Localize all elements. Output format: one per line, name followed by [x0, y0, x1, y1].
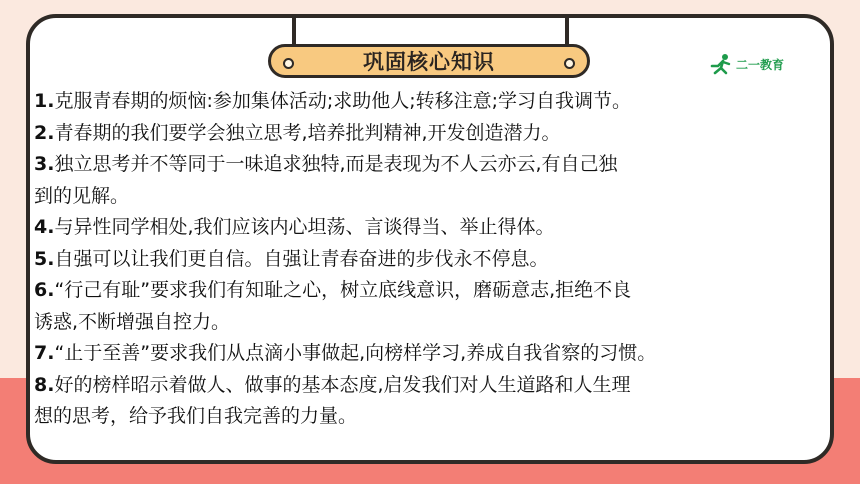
item-number: 1.: [34, 90, 55, 112]
item-text: 好的榜样昭示着做人、做事的基本态度,启发我们对人生道路和人生理: [54, 373, 631, 396]
running-person-icon: [708, 53, 734, 75]
item-text: 独立思考并不等同于一味追求独特,而是表现为不人云亦云,有自己独: [54, 153, 618, 175]
item-text-continued: 想的思考，给予我们自我完善的力量。: [34, 405, 358, 427]
logo-text: 二一教育: [736, 57, 785, 72]
item-text: “行己有耻”要求我们有知耻之心，树立底线意识，磨砺意志,拒绝不良: [54, 279, 632, 301]
item-text-continued: 到的见解。: [34, 184, 130, 207]
item-number: 3.: [34, 153, 55, 175]
item-text-continued: 诱惑,不断增强自控力。: [34, 310, 231, 333]
list-item: [34, 212, 830, 244]
item-text: “止于至善”要求我们从点滴小事做起,向榜样学习,养成自我省察的习惯。: [54, 342, 657, 364]
knowledge-list: [34, 86, 830, 433]
list-item: [34, 370, 830, 433]
ribbon-stem-right: [565, 14, 569, 44]
item-text: 青春期的我们要学会独立思考,培养批判精神,开发创造潜力。: [54, 121, 561, 144]
item-number: 8.: [34, 373, 55, 396]
ribbon-stem-left: [292, 14, 296, 44]
list-item: [34, 149, 830, 212]
item-number: 7.: [34, 342, 55, 364]
list-item: [34, 244, 830, 276]
banner-dot-left: [283, 58, 294, 69]
title-banner: [268, 44, 590, 78]
item-text: 与异性同学相处,我们应该内心坦荡、言谈得当、举止得体。: [54, 216, 555, 238]
item-text: 克服青春期的烦恼:参加集体活动;求助他人;转移注意;学习自我调节。: [54, 90, 632, 112]
list-item: [34, 275, 830, 338]
item-number: 5.: [34, 247, 55, 270]
list-item: [34, 86, 830, 118]
item-number: 6.: [34, 279, 55, 301]
brand-logo: [708, 52, 808, 76]
item-text: 自强可以让我们更自信。自强让青春奋进的步伐永不停息。: [54, 247, 549, 270]
list-item: [34, 118, 830, 150]
list-item: [34, 338, 830, 370]
page-title: 巩固核心知识: [363, 50, 495, 74]
item-number: 4.: [34, 216, 55, 238]
item-number: 2.: [34, 121, 55, 144]
banner-dot-right: [564, 58, 575, 69]
